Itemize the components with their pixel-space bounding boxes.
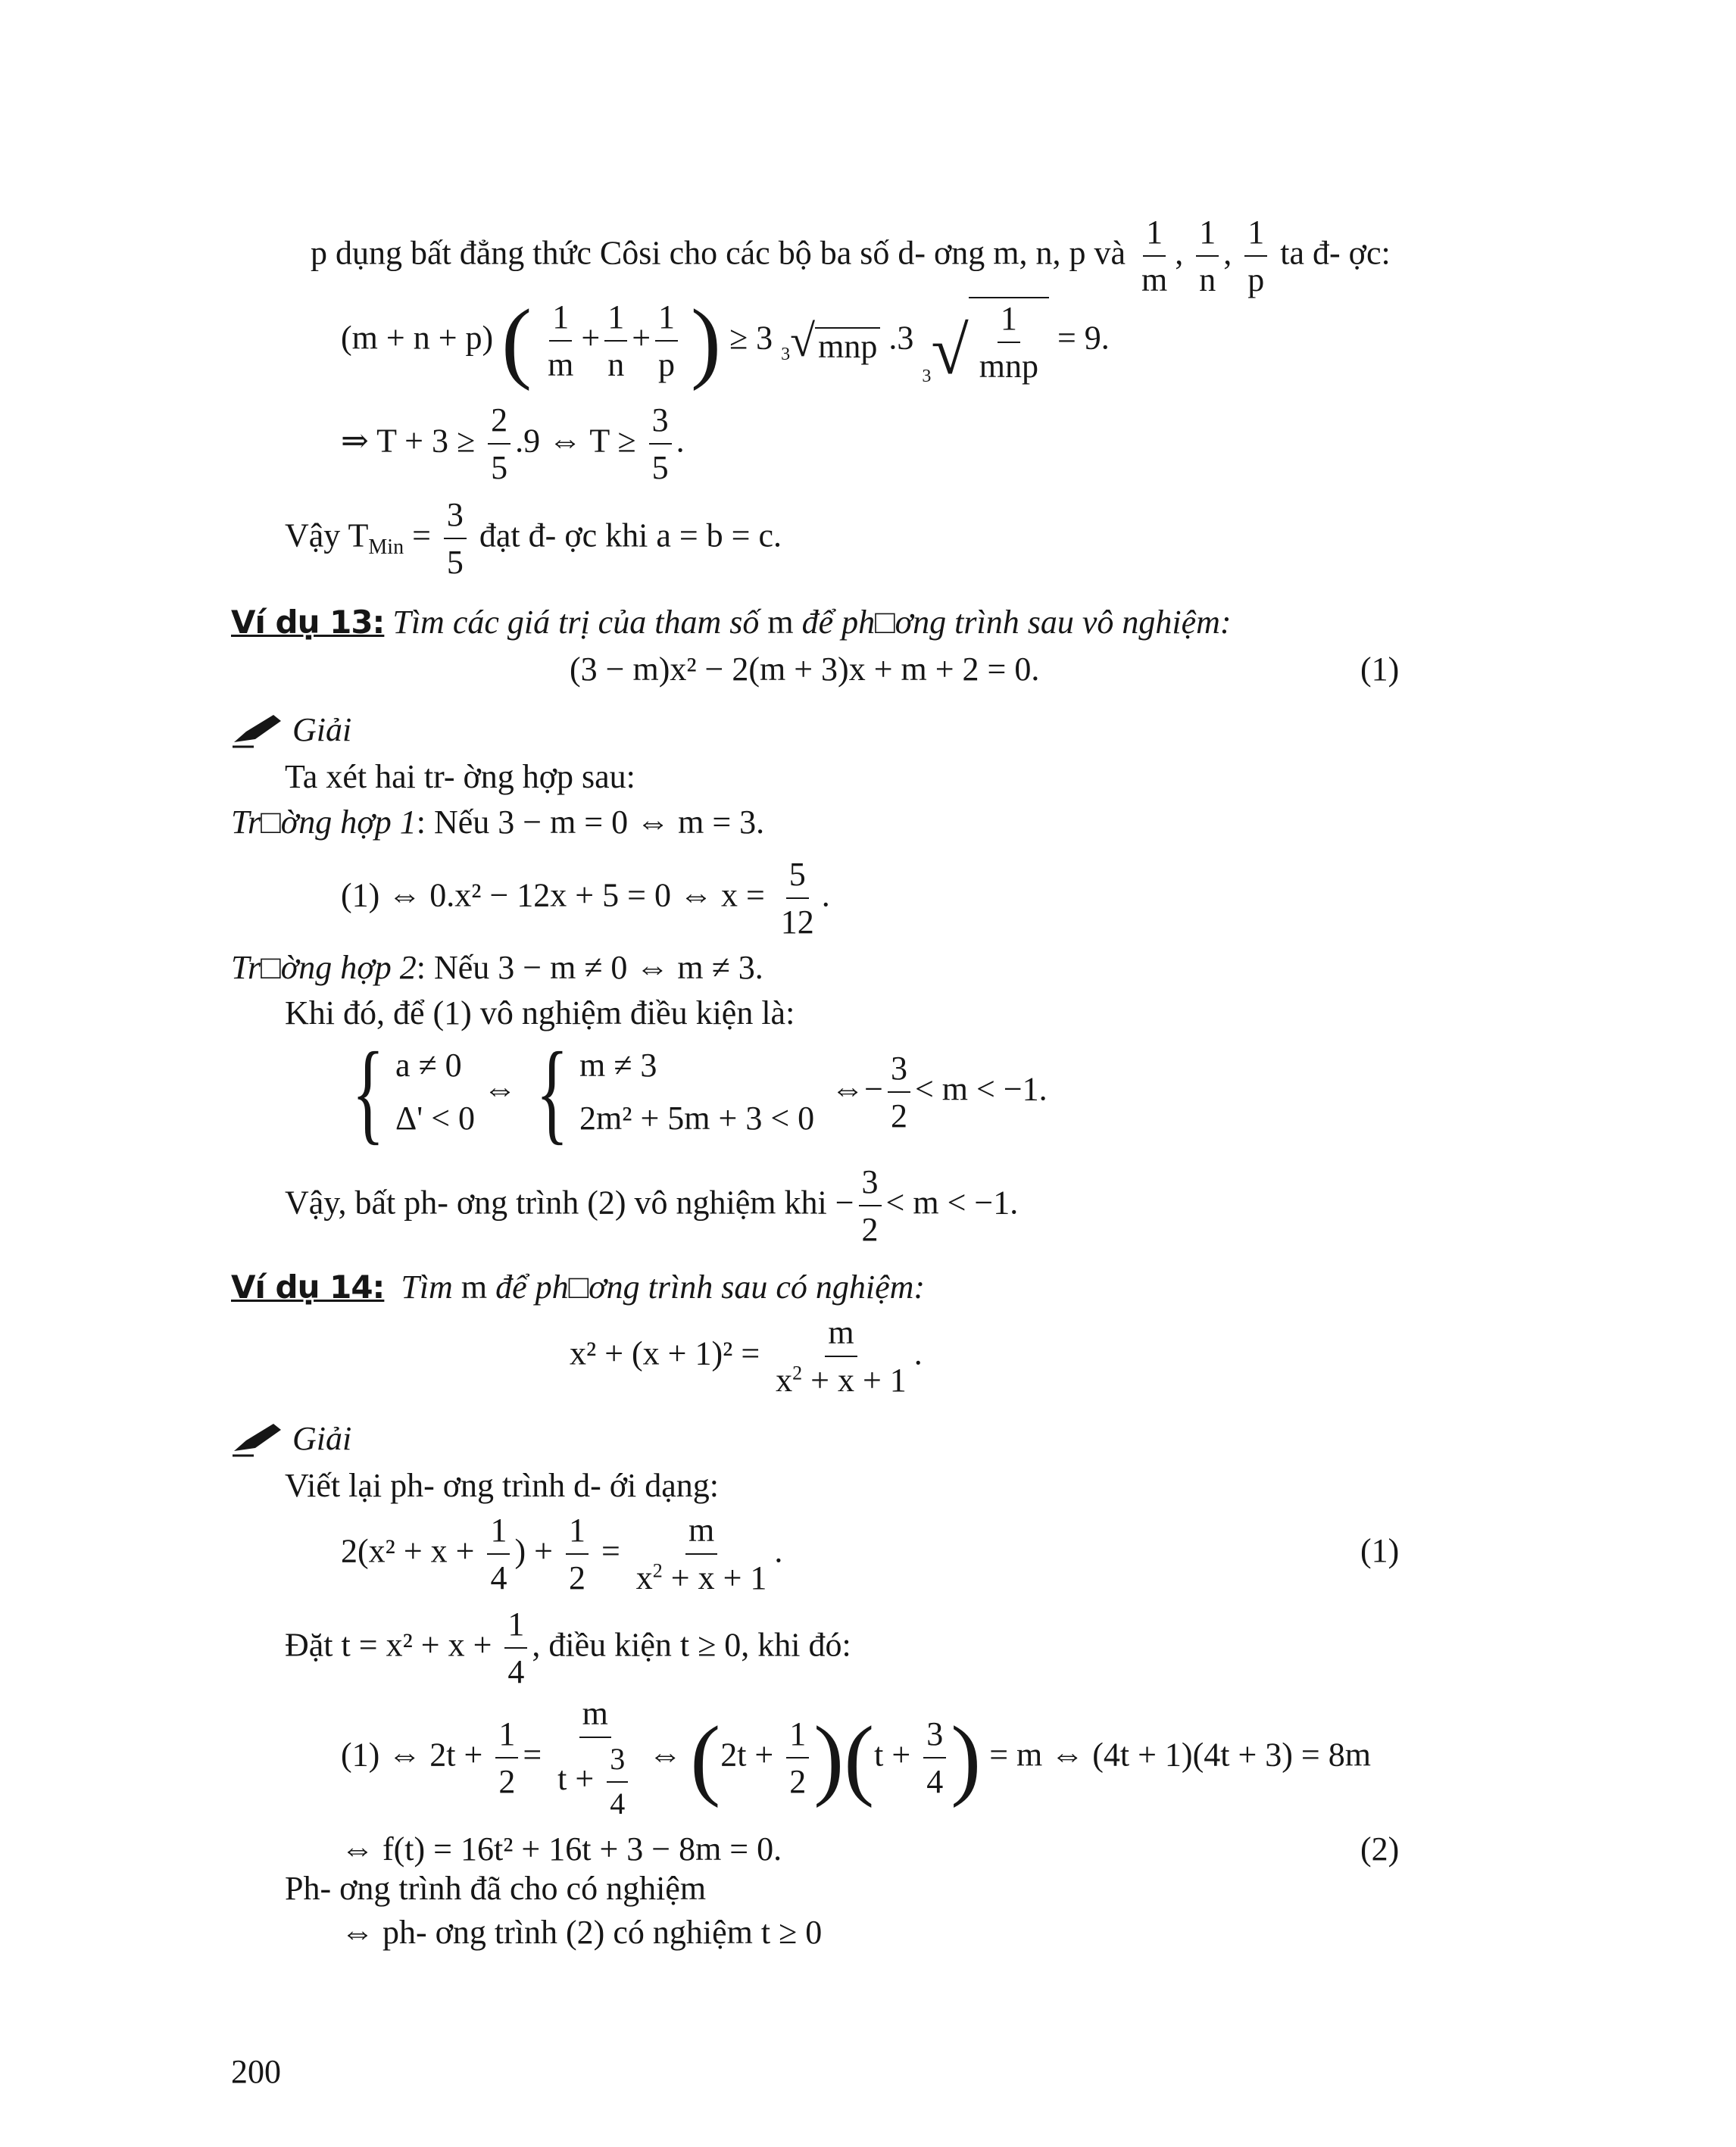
- cauchy-inequality: (m + n + p) ( $\frac{1}{m}$ + $\frac{1}{n}$ + $\frac{1}{p}$ ) ≥ 3 3 √ mnp .3 3 √ $\frac{1}{\text{mnp}}$ = 9.: [341, 290, 1110, 392]
- solution-heading-1: Giải: [231, 712, 351, 754]
- intro-end: ta đ- ợc:: [1280, 234, 1391, 272]
- frac-1-n: $\frac{1}{n}$: [1196, 214, 1219, 299]
- page-number: 200: [231, 2053, 281, 2090]
- example-13-label: Ví dụ 13:: [231, 604, 385, 641]
- substitution-line: Đặt t = x² + x + $\frac{1}{4}$ , điều kiện t ≥ 0, khi đó:: [285, 1606, 851, 1691]
- cube-root-inverse-mnp: 3 √ $\frac{1}{\text{mnp}}$: [922, 297, 1049, 385]
- example-14-heading: Ví dụ 14: Tìm m để ph□ơng trình sau có nghiệm:: [231, 1269, 926, 1306]
- case-1-equation: (1) ⇔ 0.x² − 12x + 5 = 0 ⇔ x = $\frac{5}{12}$ .: [341, 856, 830, 941]
- example-14-label: Ví dụ 14:: [231, 1269, 385, 1306]
- rewrite-intro: Viết lại ph- ơng trình d- ới dạng:: [285, 1467, 720, 1504]
- eq-tag-1b: (1): [1360, 1532, 1400, 1569]
- example-14-equation: x² + (x + 1)² = $\frac{m}{x^2 + x + 1}$ .: [570, 1314, 923, 1400]
- case-2: Tr□ờng hợp 2: Nếu 3 − m ≠ 0 ⇔ m ≠ 3.: [231, 949, 763, 986]
- frac-1-p: $\frac{1}{p}$: [1244, 214, 1267, 299]
- eq-tag-2: (2): [1360, 1830, 1400, 1868]
- system-conditions: { a ≠ 0 Δ' < 0 ⇔ { m ≠ 3 2m² + 5m + 3 < 0 ⇔− $\frac{3}{2}$ < m < −1.: [351, 1029, 1048, 1156]
- solution-heading-2: Giải: [231, 1421, 351, 1463]
- example-13-equation: (3 − m)x² − 2(m + 3)x + m + 2 = 0.: [570, 651, 1040, 688]
- example-13-heading: Ví dụ 13: Tìm các giá trị của tham số m để ph□ơng trình sau vô nghiệm:: [231, 604, 1232, 641]
- eq-tag-1: (1): [1360, 651, 1400, 688]
- rewritten-equation: 2(x² + x + $\frac{1}{4}$ ) + $\frac{1}{2}$ = $\frac{m}{x^2 + x + 1}$ .: [341, 1512, 783, 1597]
- has-solution: Ph- ơng trình đã cho có nghiệm: [285, 1870, 707, 1907]
- pencil-icon: [231, 712, 284, 754]
- tmin-conclusion: Vậy $T_{Min}$ = $\frac{3}{5}$ đạt đ- ợc khi a = b = c.: [285, 496, 782, 582]
- intro-text: p dụng bất đẳng thức Côsi cho các bộ ba số d- ơng m, n, p và: [311, 234, 1126, 272]
- ft-equation: ⇔ f(t) = 16t² + 16t + 3 − 8m = 0.: [341, 1830, 782, 1868]
- case-1: Tr□ờng hợp 1: Nếu 3 − m = 0 ⇔ m = 3.: [231, 804, 765, 841]
- case-2-condition: Khi đó, để (1) vô nghiệm điều kiện là:: [285, 994, 795, 1031]
- t-equation: (1) ⇔ 2t + $\frac{1}{2}$ = m t + $\frac{3}{4}$ ⇔ (2t + $\frac{1}{2}$ )(t + $\frac{3}{4}$ ) = m ⇔ (4t + 1)(4t + 3) = 8m: [341, 1695, 1371, 1821]
- intro-line: p dụng bất đẳng thức Côsi cho các bộ ba số d- ơng m, n, p và $\frac{1}{m}$ , $\frac{1}{n}$ , $\frac{1}{p}$ ta đ- ợc:: [311, 214, 1391, 299]
- frac-1-m: $\frac{1}{m}$: [1141, 214, 1168, 299]
- example-13-conclusion: Vậy, bất ph- ơng trình (2) vô nghiệm khi − $\frac{3}{2}$ < m < −1.: [285, 1163, 1019, 1249]
- cases-intro: Ta xét hai tr- ờng hợp sau:: [285, 758, 635, 795]
- has-solution-2: ⇔ ph- ơng trình (2) có nghiệm t ≥ 0: [341, 1914, 823, 1951]
- cube-root-mnp: 3 √ mnp: [781, 318, 880, 364]
- t-inequality: ⇒ T + 3 ≥ $\frac{2}{5}$ .9 ⇔ T ≥ $\frac{3}{5}$ .: [341, 401, 685, 487]
- pencil-icon: [231, 1421, 284, 1463]
